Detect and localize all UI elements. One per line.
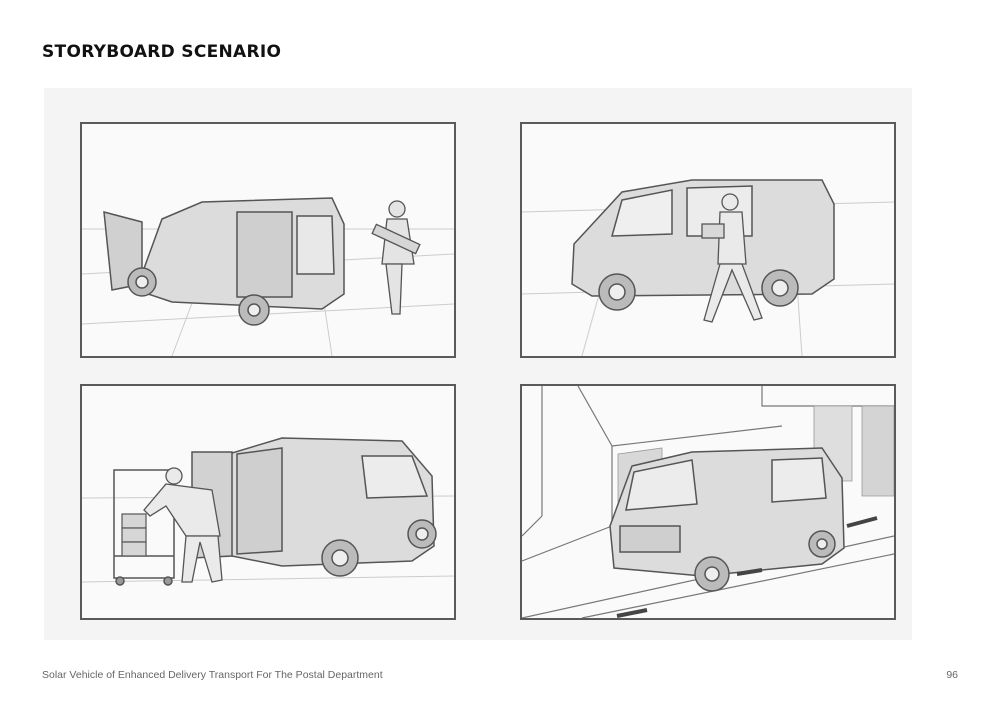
storyboard-panel-2	[520, 122, 896, 358]
storyboard-panel-3	[80, 384, 456, 620]
van-parked-at-station-sketch	[522, 386, 894, 618]
storyboard-area	[44, 88, 912, 640]
courier-walking-past-van-sketch	[522, 124, 894, 356]
van-open-side-door-sketch	[82, 124, 454, 356]
page-title: STORYBOARD SCENARIO	[42, 42, 282, 62]
page-number: 96	[946, 669, 958, 681]
storyboard-panel-1	[80, 122, 456, 358]
footer-document-title: Solar Vehicle of Enhanced Delivery Transport For The Postal Department	[42, 669, 383, 681]
storyboard-panel-4	[520, 384, 896, 620]
courier-loading-cart-at-van-rear-sketch	[82, 386, 454, 618]
